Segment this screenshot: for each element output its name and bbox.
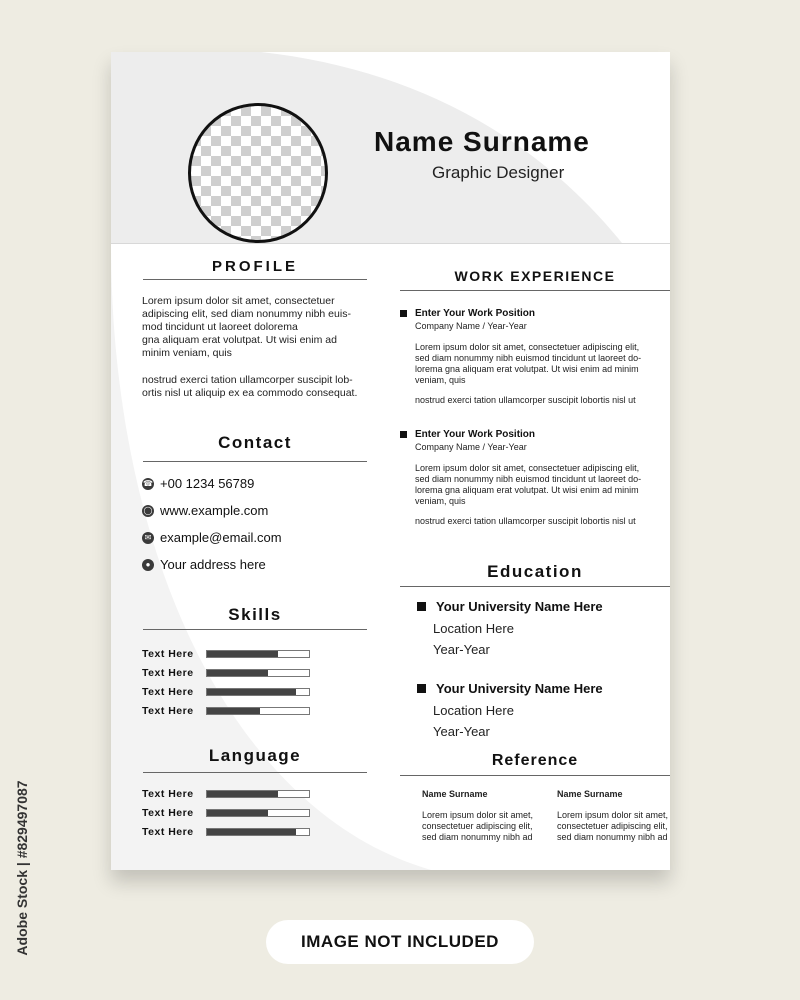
resume-page: [111, 52, 670, 870]
bullet-icon: [400, 310, 407, 317]
language-row: [142, 788, 310, 800]
contact-phone[interactable]: [142, 476, 254, 491]
text-line: veniam, quis: [415, 375, 466, 385]
language-level-fill: [207, 810, 268, 816]
phone-value: +00 1234 56789: [160, 476, 255, 491]
text-line: Lorem ipsum dolor sit amet,: [557, 810, 669, 820]
text-line: nostrud exerci tation ullamcorper suscipit lob-: [142, 374, 353, 386]
job-desc-2: [415, 463, 665, 507]
text-line: sed diam nonummy nibh ad: [422, 832, 533, 842]
text-line: sed diam nonummy nibh euismod tincidunt ut laoreet do-: [415, 474, 642, 484]
text-line: minim veniam, quis: [142, 347, 232, 359]
globe-icon: ◯: [143, 505, 153, 515]
text-line: Lorem ipsum dolor sit amet, consectetuer: [142, 295, 335, 307]
job-extra-2: nostrud exerci tation ullamcorper suscipit lobortis nisl ut: [415, 516, 636, 526]
skill-level-fill: [207, 651, 278, 657]
address-value: Your address here: [160, 557, 266, 572]
text-line: adipiscing elit, sed diam nonummy nibh euis-: [142, 308, 351, 320]
language-level-bar: [206, 828, 310, 836]
text-line: veniam, quis: [415, 496, 466, 506]
profile-photo-placeholder: [188, 103, 328, 243]
profile-heading: PROFILE: [211, 258, 298, 275]
university-name: Your University Name Here: [436, 681, 603, 696]
skill-level-bar: [206, 688, 310, 696]
skill-level-fill: [207, 670, 268, 676]
text-line: gna aliquam erat volutpat. Ut wisi enim ad: [142, 334, 337, 346]
text-line: consectetuer adipiscing elit,: [557, 821, 668, 831]
text-line: Lorem ipsum dolor sit amet,: [422, 810, 534, 820]
language-label: Text Here: [142, 807, 194, 819]
university-name: Your University Name Here: [436, 599, 603, 614]
bullet-icon: [417, 684, 426, 693]
skill-label: Text Here: [142, 667, 194, 679]
profile-text: [142, 295, 372, 360]
skill-level-bar: [206, 650, 310, 658]
skill-row: [142, 648, 310, 660]
language-label: Text Here: [142, 826, 194, 838]
job-position-label: Enter Your Work Position: [415, 429, 536, 440]
skill-row: [142, 667, 310, 679]
education-location-1: Location Here: [433, 621, 514, 636]
skill-level-fill: [207, 708, 260, 714]
language-label: Text Here: [142, 788, 194, 800]
text-line: consectetuer adipiscing elit,: [422, 821, 533, 831]
text-line: ortis nisl ut aliquip ex ea commodo consequat.: [142, 387, 358, 399]
contact-address: [142, 557, 266, 572]
language-heading: Language: [208, 746, 302, 765]
bullet-icon: [400, 431, 407, 438]
language-level-bar: [206, 790, 310, 798]
education-years-2: Year-Year: [433, 724, 490, 739]
profile-rule: [143, 279, 367, 280]
skill-level-bar: [206, 669, 310, 677]
text-line: lorema gna aliquam erat volutpat. Ut wisi enim ad minim: [415, 364, 639, 374]
job-company-1: Company Name / Year-Year: [415, 321, 527, 331]
education-location-2: Location Here: [433, 703, 514, 718]
language-row: [142, 826, 310, 838]
skill-level-bar: [206, 707, 310, 715]
job-extra-1: nostrud exerci tation ullamcorper suscipit lobortis nisl ut: [415, 395, 636, 405]
skill-label: Text Here: [142, 686, 194, 698]
phone-icon: ☎: [143, 478, 153, 488]
language-level-bar: [206, 809, 310, 817]
job-position-2: [400, 429, 535, 440]
reference-heading: Reference: [491, 752, 579, 769]
job-position-1: [400, 308, 535, 319]
language-level-fill: [207, 791, 278, 797]
language-level-fill: [207, 829, 296, 835]
work-heading: WORK EXPERIENCE: [454, 268, 616, 284]
email-value: example@email.com: [160, 530, 282, 545]
education-item-1: [417, 599, 603, 614]
text-line: sed diam nonummy nibh euismod tincidunt ut laoreet do-: [415, 353, 642, 363]
skills-heading: Skills: [228, 605, 282, 624]
reference-name-2: Name Surname: [557, 789, 623, 799]
education-years-1: Year-Year: [433, 642, 490, 657]
contact-website[interactable]: [142, 503, 268, 518]
header-divider: [111, 243, 670, 244]
skill-label: Text Here: [142, 705, 194, 717]
stock-id-text: Adobe Stock | #829497087: [14, 780, 30, 956]
stock-id-label: [12, 760, 32, 980]
job-role: Graphic Designer: [432, 163, 565, 182]
person-name: Name Surname: [374, 126, 590, 157]
location-pin-icon: ●: [142, 559, 154, 571]
skills-rule: [143, 629, 367, 630]
reference-text-1: [422, 810, 552, 843]
education-heading: Education: [487, 562, 583, 581]
skill-row: [142, 686, 310, 698]
reference-name-1: Name Surname: [422, 789, 488, 799]
contact-heading: Contact: [218, 433, 292, 452]
email-icon: ✉: [142, 532, 154, 544]
education-item-2: [417, 681, 603, 696]
reference-text-2: [557, 810, 669, 843]
work-rule: [400, 290, 670, 291]
skill-level-fill: [207, 689, 296, 695]
text-line: lorema gna aliquam erat volutpat. Ut wisi enim ad minim: [415, 485, 639, 495]
bullet-icon: [417, 602, 426, 611]
text-line: Lorem ipsum dolor sit amet, consectetuer adipiscing elit,: [415, 342, 640, 352]
job-desc-1: [415, 342, 665, 386]
skill-row: [142, 705, 310, 717]
language-rule: [143, 772, 367, 773]
website-value: www.example.com: [160, 503, 269, 518]
text-line: Lorem ipsum dolor sit amet, consectetuer adipiscing elit,: [415, 463, 640, 473]
reference-rule: [400, 775, 670, 776]
job-position-label: Enter Your Work Position: [415, 308, 536, 319]
education-rule: [400, 586, 670, 587]
image-not-included-badge: IMAGE NOT INCLUDED: [266, 920, 534, 964]
language-row: [142, 807, 310, 819]
text-line: mod tincidunt ut laoreet dolorema: [142, 321, 298, 333]
job-company-2: Company Name / Year-Year: [415, 442, 527, 452]
contact-email[interactable]: [142, 530, 282, 545]
profile-text-2: [142, 374, 372, 400]
contact-rule: [143, 461, 367, 462]
text-line: sed diam nonummy nibh ad: [557, 832, 668, 842]
skill-label: Text Here: [142, 648, 194, 660]
